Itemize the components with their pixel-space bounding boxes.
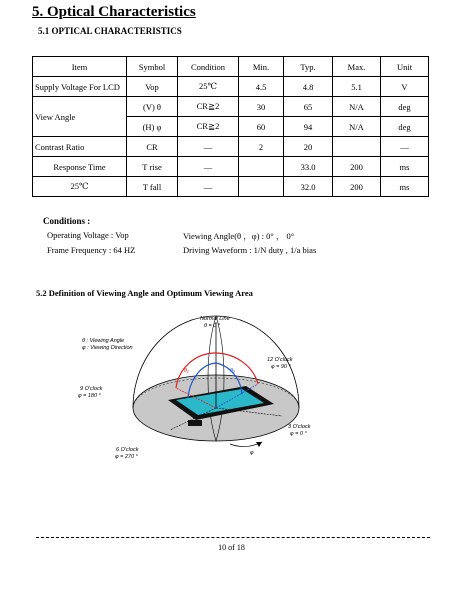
table-cell: N/A bbox=[333, 117, 381, 137]
legend-viewing-direction: φ : Viewing Direction bbox=[82, 345, 133, 351]
subsection-title: 5.1 OPTICAL CHARACTERISTICS bbox=[38, 26, 182, 36]
clock-6-angle: φ = 270 ° bbox=[115, 454, 138, 460]
clock-9-angle: φ = 180 ° bbox=[78, 393, 101, 399]
table-cell: 32.0 bbox=[284, 177, 333, 197]
table-cell: V bbox=[381, 77, 429, 97]
table-cell: View Angle bbox=[33, 97, 127, 137]
table-row bbox=[33, 157, 429, 177]
table-cell: 60 bbox=[239, 117, 284, 137]
table-cell: 200 bbox=[333, 157, 381, 177]
table-cell: 20 bbox=[284, 137, 333, 157]
operating-voltage-text: Operating Voltage : Vop bbox=[47, 230, 129, 240]
conditions-title: Conditions : bbox=[43, 216, 91, 226]
table-cell: 4.5 bbox=[239, 77, 284, 97]
table-cell: 25℃ bbox=[178, 77, 239, 97]
table-cell bbox=[333, 137, 381, 157]
header-cell: Symbol bbox=[127, 57, 178, 77]
table-cell: (H) φ bbox=[127, 117, 178, 137]
theta1-label: θ₁ bbox=[184, 368, 189, 374]
table-cell: 200 bbox=[333, 177, 381, 197]
lcd-connector bbox=[188, 420, 202, 426]
clock-12-label: 12 O'clock bbox=[267, 357, 293, 363]
table-cell: — bbox=[178, 157, 239, 177]
phi-label: φ bbox=[250, 450, 254, 456]
viewing-angle-diagram bbox=[70, 308, 370, 468]
table-cell: 25℃ bbox=[33, 177, 127, 197]
table-cell: 2 bbox=[239, 137, 284, 157]
optical-characteristics-table bbox=[32, 56, 429, 197]
table-cell: CR≧2 bbox=[178, 97, 239, 117]
table-row bbox=[33, 137, 429, 157]
table-cell: 5.1 bbox=[333, 77, 381, 97]
table-cell: deg bbox=[381, 97, 429, 117]
header-cell: Min. bbox=[239, 57, 284, 77]
table-cell: 4.8 bbox=[284, 77, 333, 97]
normal-line-label: Normal Line bbox=[200, 316, 230, 322]
header-cell: Unit bbox=[381, 57, 429, 77]
header-cell: Max. bbox=[333, 57, 381, 77]
clock-3-angle: φ = 0 ° bbox=[290, 431, 307, 437]
clock-9-label: 9 O'clock bbox=[80, 386, 103, 392]
table-cell: ms bbox=[381, 157, 429, 177]
table-cell: T fall bbox=[127, 177, 178, 197]
table-cell: T rise bbox=[127, 157, 178, 177]
table-cell: — bbox=[381, 137, 429, 157]
table-row bbox=[33, 97, 429, 117]
page-number: 10 of 18 bbox=[218, 543, 245, 552]
theta2-label: θ₂ bbox=[230, 368, 236, 374]
table-cell: 30 bbox=[239, 97, 284, 117]
header-cell: Item bbox=[33, 57, 127, 77]
table-cell bbox=[239, 157, 284, 177]
table-header-row bbox=[33, 57, 429, 77]
table-cell: — bbox=[178, 177, 239, 197]
table-cell: 65 bbox=[284, 97, 333, 117]
table-cell: ms bbox=[381, 177, 429, 197]
table-row bbox=[33, 77, 429, 97]
table-cell: N/A bbox=[333, 97, 381, 117]
table-cell: CR≧2 bbox=[178, 117, 239, 137]
table-cell: — bbox=[178, 137, 239, 157]
table-cell bbox=[239, 177, 284, 197]
table-cell: Response Time bbox=[33, 157, 127, 177]
normal-angle-label: θ = 0 ° bbox=[204, 323, 221, 329]
footer-divider bbox=[36, 537, 430, 538]
table-cell: CR bbox=[127, 137, 178, 157]
clock-6-label: 6 O'clock bbox=[116, 447, 139, 453]
header-cell: Condition bbox=[178, 57, 239, 77]
table-cell: Vop bbox=[127, 77, 178, 97]
table-cell: (V) θ bbox=[127, 97, 178, 117]
section-5-2-title: 5.2 Definition of Viewing Angle and Optimum Viewing Area bbox=[36, 288, 253, 298]
table-cell: Supply Voltage For LCD bbox=[33, 77, 127, 97]
clock-3-label: 3 O'clock bbox=[288, 424, 311, 430]
table-cell: 33.0 bbox=[284, 157, 333, 177]
table-cell: Contrast Ratio bbox=[33, 137, 127, 157]
driving-waveform-text: Driving Waveform : 1/N duty , 1/a bias bbox=[183, 245, 317, 255]
clock-12-angle: φ = 90 ° bbox=[271, 364, 291, 370]
section-title: 5. Optical Characteristics bbox=[32, 4, 196, 20]
table-cell: deg bbox=[381, 117, 429, 137]
frame-frequency-text: Frame Frequency : 64 HZ bbox=[47, 245, 136, 255]
table-cell: 94 bbox=[284, 117, 333, 137]
table-row bbox=[33, 177, 429, 197]
header-cell: Typ. bbox=[284, 57, 333, 77]
viewing-angle-text: Viewing Angle(θ ，φ) : 0° ， 0° bbox=[183, 231, 295, 241]
legend-viewing-angle: θ : Viewing Angle bbox=[82, 338, 125, 344]
